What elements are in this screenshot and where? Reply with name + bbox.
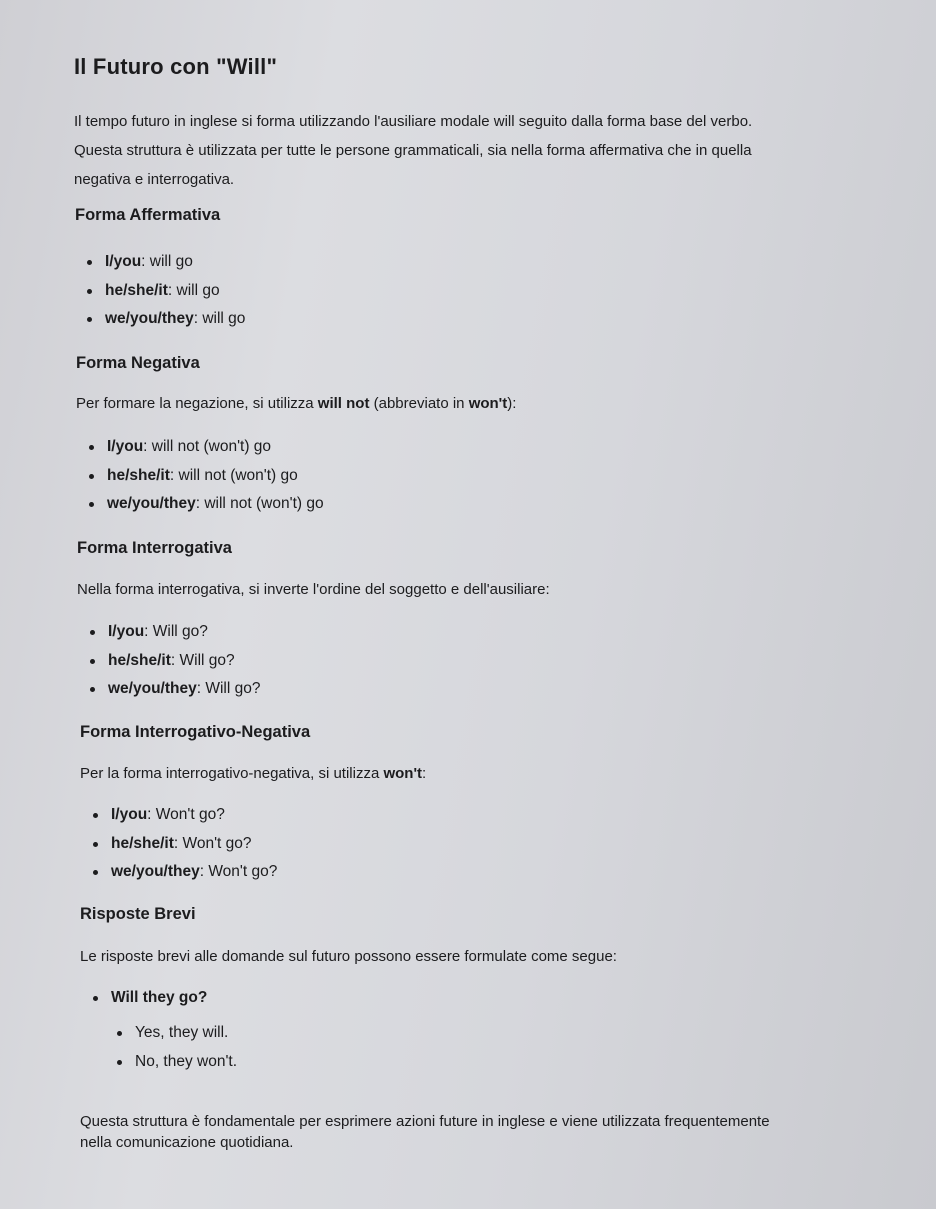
intro-paragraph (74, 107, 752, 194)
list-item: I/you: Will go? (90, 618, 260, 647)
list-interrogativo-negativa (93, 801, 277, 887)
list-item: I/you: will go (87, 248, 245, 277)
list-item: I/you: will not (won't) go (89, 433, 324, 462)
conclusion-paragraph (80, 1111, 770, 1153)
heading-interrogativo-negativa: Forma Interrogativo-Negativa (80, 723, 311, 741)
question-item: Will they go? (93, 984, 207, 1013)
list-item: we/you/they: will go (87, 305, 245, 334)
list-risposte (93, 984, 207, 1013)
heading-affermativa: Forma Affermativa (75, 206, 221, 224)
list-affermativa (87, 248, 245, 334)
list-negativa (89, 433, 324, 519)
list-item: I/you: Won't go? (93, 801, 277, 830)
conclusion-line-1: Questa struttura è fondamentale per esprimere azioni future in inglese e viene utilizzata frequentemente (80, 1113, 770, 1130)
intro-line-1: Il tempo futuro in inglese si forma utilizzando l'ausiliare modale will seguito dalla forma base del verbo. (74, 113, 753, 130)
answer-item: Yes, they will. (117, 1019, 237, 1048)
interrogativo-negativa-description: Per la forma interrogativo-negativa, si utilizza won't: (80, 765, 427, 782)
list-item: we/you/they: will not (won't) go (89, 490, 324, 519)
conclusion-line-2: nella comunicazione quotidiana. (80, 1134, 294, 1151)
heading-interrogativa: Forma Interrogativa (77, 539, 232, 557)
list-item: he/she/it: Will go? (90, 647, 260, 676)
list-item: we/you/they: Will go? (90, 675, 260, 704)
interrogativa-description: Nella forma interrogativa, si inverte l'ordine del soggetto e dell'ausiliare: (77, 581, 550, 598)
negativa-description: Per formare la negazione, si utilizza will not (abbreviato in won't): (76, 395, 517, 412)
page-title: Il Futuro con "Will" (74, 54, 278, 79)
answer-item: No, they won't. (117, 1048, 237, 1077)
risposte-description: Le risposte brevi alle domande sul futuro possono essere formulate come segue: (80, 948, 617, 965)
intro-line-3: negativa e interrogativa. (74, 171, 235, 188)
list-item: we/you/they: Won't go? (93, 858, 277, 887)
list-interrogativa (90, 618, 260, 704)
heading-risposte-brevi: Risposte Brevi (80, 905, 196, 923)
list-item: he/she/it: will go (87, 277, 245, 306)
heading-negativa: Forma Negativa (76, 354, 200, 372)
list-item: he/she/it: will not (won't) go (89, 462, 324, 491)
intro-line-2: Questa struttura è utilizzata per tutte le persone grammaticali, sia nella forma affermativa che in quella (74, 142, 752, 159)
list-answers (117, 1019, 237, 1076)
list-item: he/she/it: Won't go? (93, 830, 277, 859)
